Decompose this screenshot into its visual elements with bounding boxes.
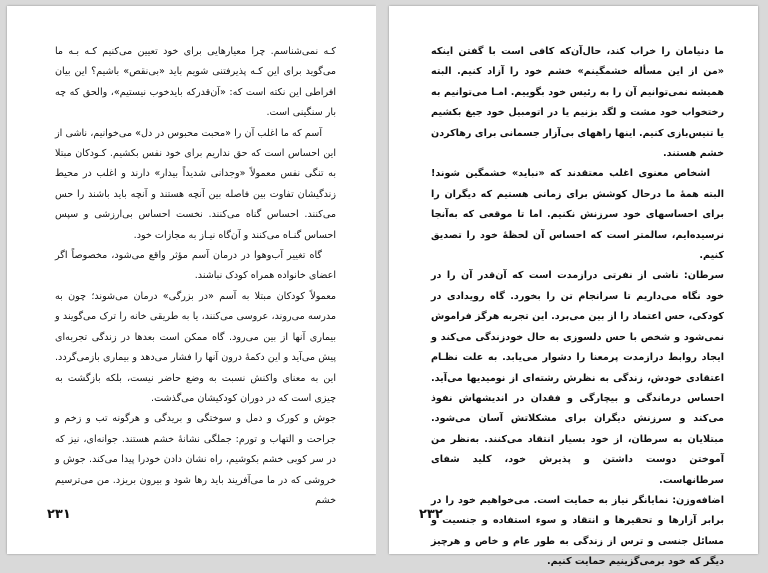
paragraph: گاه تغییر آب‌وهوا در درمان آسم مؤثر واقع می‌شود، مخصوصاً اگر اعضای خانواده همراه کودک نباشند.: [55, 250, 336, 282]
book-gutter: [376, 0, 389, 560]
page-number: ۲۳۱: [47, 507, 71, 522]
paragraph: آسم که ما اغلب آن را «محبت محبوس در دل» می‌خوانیم، ناشی از این احساس است که حق نداریم برای خود نفس بکشیم. کـودکان مبتلا به تنگی نفس معمولاً «وجدانی شدیداً بیدار» دارند و اغلب در محیط زندگیشان تفاوت بین فاصله بین آنچه هستند و آنچه باید باشند را حس می‌کنند. احساس گناه می‌کنند. نخست احساس بی‌ارزشی و سپس احساس گنـاه می‌کنند و آن‌گاه نیـاز به مجازات خود.: [55, 127, 336, 241]
right-page: [389, 6, 758, 568]
paragraph: کـه نمی‌شناسم. چرا معیارهایی برای خود تعیین می‌کنیم کـه بـه ما می‌گوید برای این کـه پذیرفتنی شویم باید «بی‌نقص» باشیم؟ این بیان افراطی این نکته است که: «آن‌قدرکه بایدخوب نیستیم»، والحق که چه بار سنگینی است.: [55, 46, 336, 119]
paragraph: اشخاص معنوی اغلب معتقدند که «نباید» خشمگین شوند! البته همهٔ ما درحال کوشش برای زمانی هستیم که دیگران را برای احساسهای خود سرزنش نکنیم. اما تا موقعی که به‌آنجا نرسیده‌ایم، سالمتر است که احساس آن لحظهٔ خود را تصدیق کنیم.: [431, 168, 724, 262]
paragraph: ما دنیامان را خراب کند، حال‌آن‌که کافی است با گفتن اینکه «من از این مسأله خشمگینم» خشم خود را آزاد کنیم. البته همیشه نمی‌توانیم آن را به رئیس خود بگوییم. امـا می‌توانیم به رختخواب خود مشت و لگد بزنیم یا در اتومبیل خود جیغ بکشیم یا تنیس‌بازی کنیم. اینها راههای بی‌آزار جسمانی برای رهاکردن خشم هستند.: [431, 46, 724, 160]
page-number: ۲۳۲: [419, 507, 443, 522]
paragraph: جوش و کورک و دمل و سوختگی و بریدگی و هرگونه تب و زخم و جراحت و التهاب و تورم: جملگی نشانهٔ خشم هستند. جوانه‌ای، نیز که در سر کوبی خشم بکوشیم، راه نشان دادن خودرا پیدا می‌کند. جوش و خروشی که در ما می‌آفریند باید رها شود و بیرون بریزد. من می‌ترسیم خشم: [55, 413, 336, 506]
left-page: [7, 6, 376, 554]
right-page-text: [431, 42, 724, 573]
left-page-text: [55, 42, 336, 511]
paragraph: معمولاً کودکان مبتلا به آسم «در بزرگی» درمان می‌شوند؛ چون به مدرسه می‌روند، عروسی می‌کنند، یا به طریقی خانه را ترک می‌گویند و بیماری آنها از بین می‌رود. گاه ممکن است بعدها در زندگی تجربه‌ای پیش می‌آید و این دکمهٔ درون آنها را فشار می‌دهد و بیماری بازمی‌گردد. این به معنای واکنش نسبت به وضع حاضر نیست، بلکه بازگشت به چیزی است که در دوران کودکیشان می‌گذشت.: [55, 290, 336, 404]
paragraph: اضافه‌وزن: نمایانگر نیاز به حمایت است. می‌خواهیم خود را در برابر آزارها و تحقیرها و انتقاد و سوء استفاده و جنسیت و مسائل جنسی و ترس از زندگی به طور عام و خاص و هرچیز دیگر که خود برمی‌گزینیم حمایت کنیم.: [431, 494, 724, 568]
paragraph: سرطان: ناشی از نفرتی درازمدت است که آن‌قدر آن را در خود نگاه می‌داریم تا سرانجام تن را بخورد. گاه رویدادی در کودکی، حس اعتماد را از بین می‌برد. این تجربه هرگز فراموش نمی‌شود و شخص با حس دلسوزی به حال خودزندگی می‌کند و ایجاد روابط درازمدت پرمعنا را دشوار می‌یابد. به علت نظـام اعتقادی خودش، زندگی به نظرش رشته‌ای از نومیدیها می‌آید. احساس درماندگی و بیچارگی و فقدان در اندیشهاش نفوذ می‌کند و سرزنش دیگران برای مشکلاتش آسان می‌شود. مبتلایان به سرطان، از خود بسیار انتقاد می‌کنند. به‌نظر من آموختن دوست داشتن و پذیرش خود، کلید شفای سرطانهاست.: [431, 270, 724, 486]
